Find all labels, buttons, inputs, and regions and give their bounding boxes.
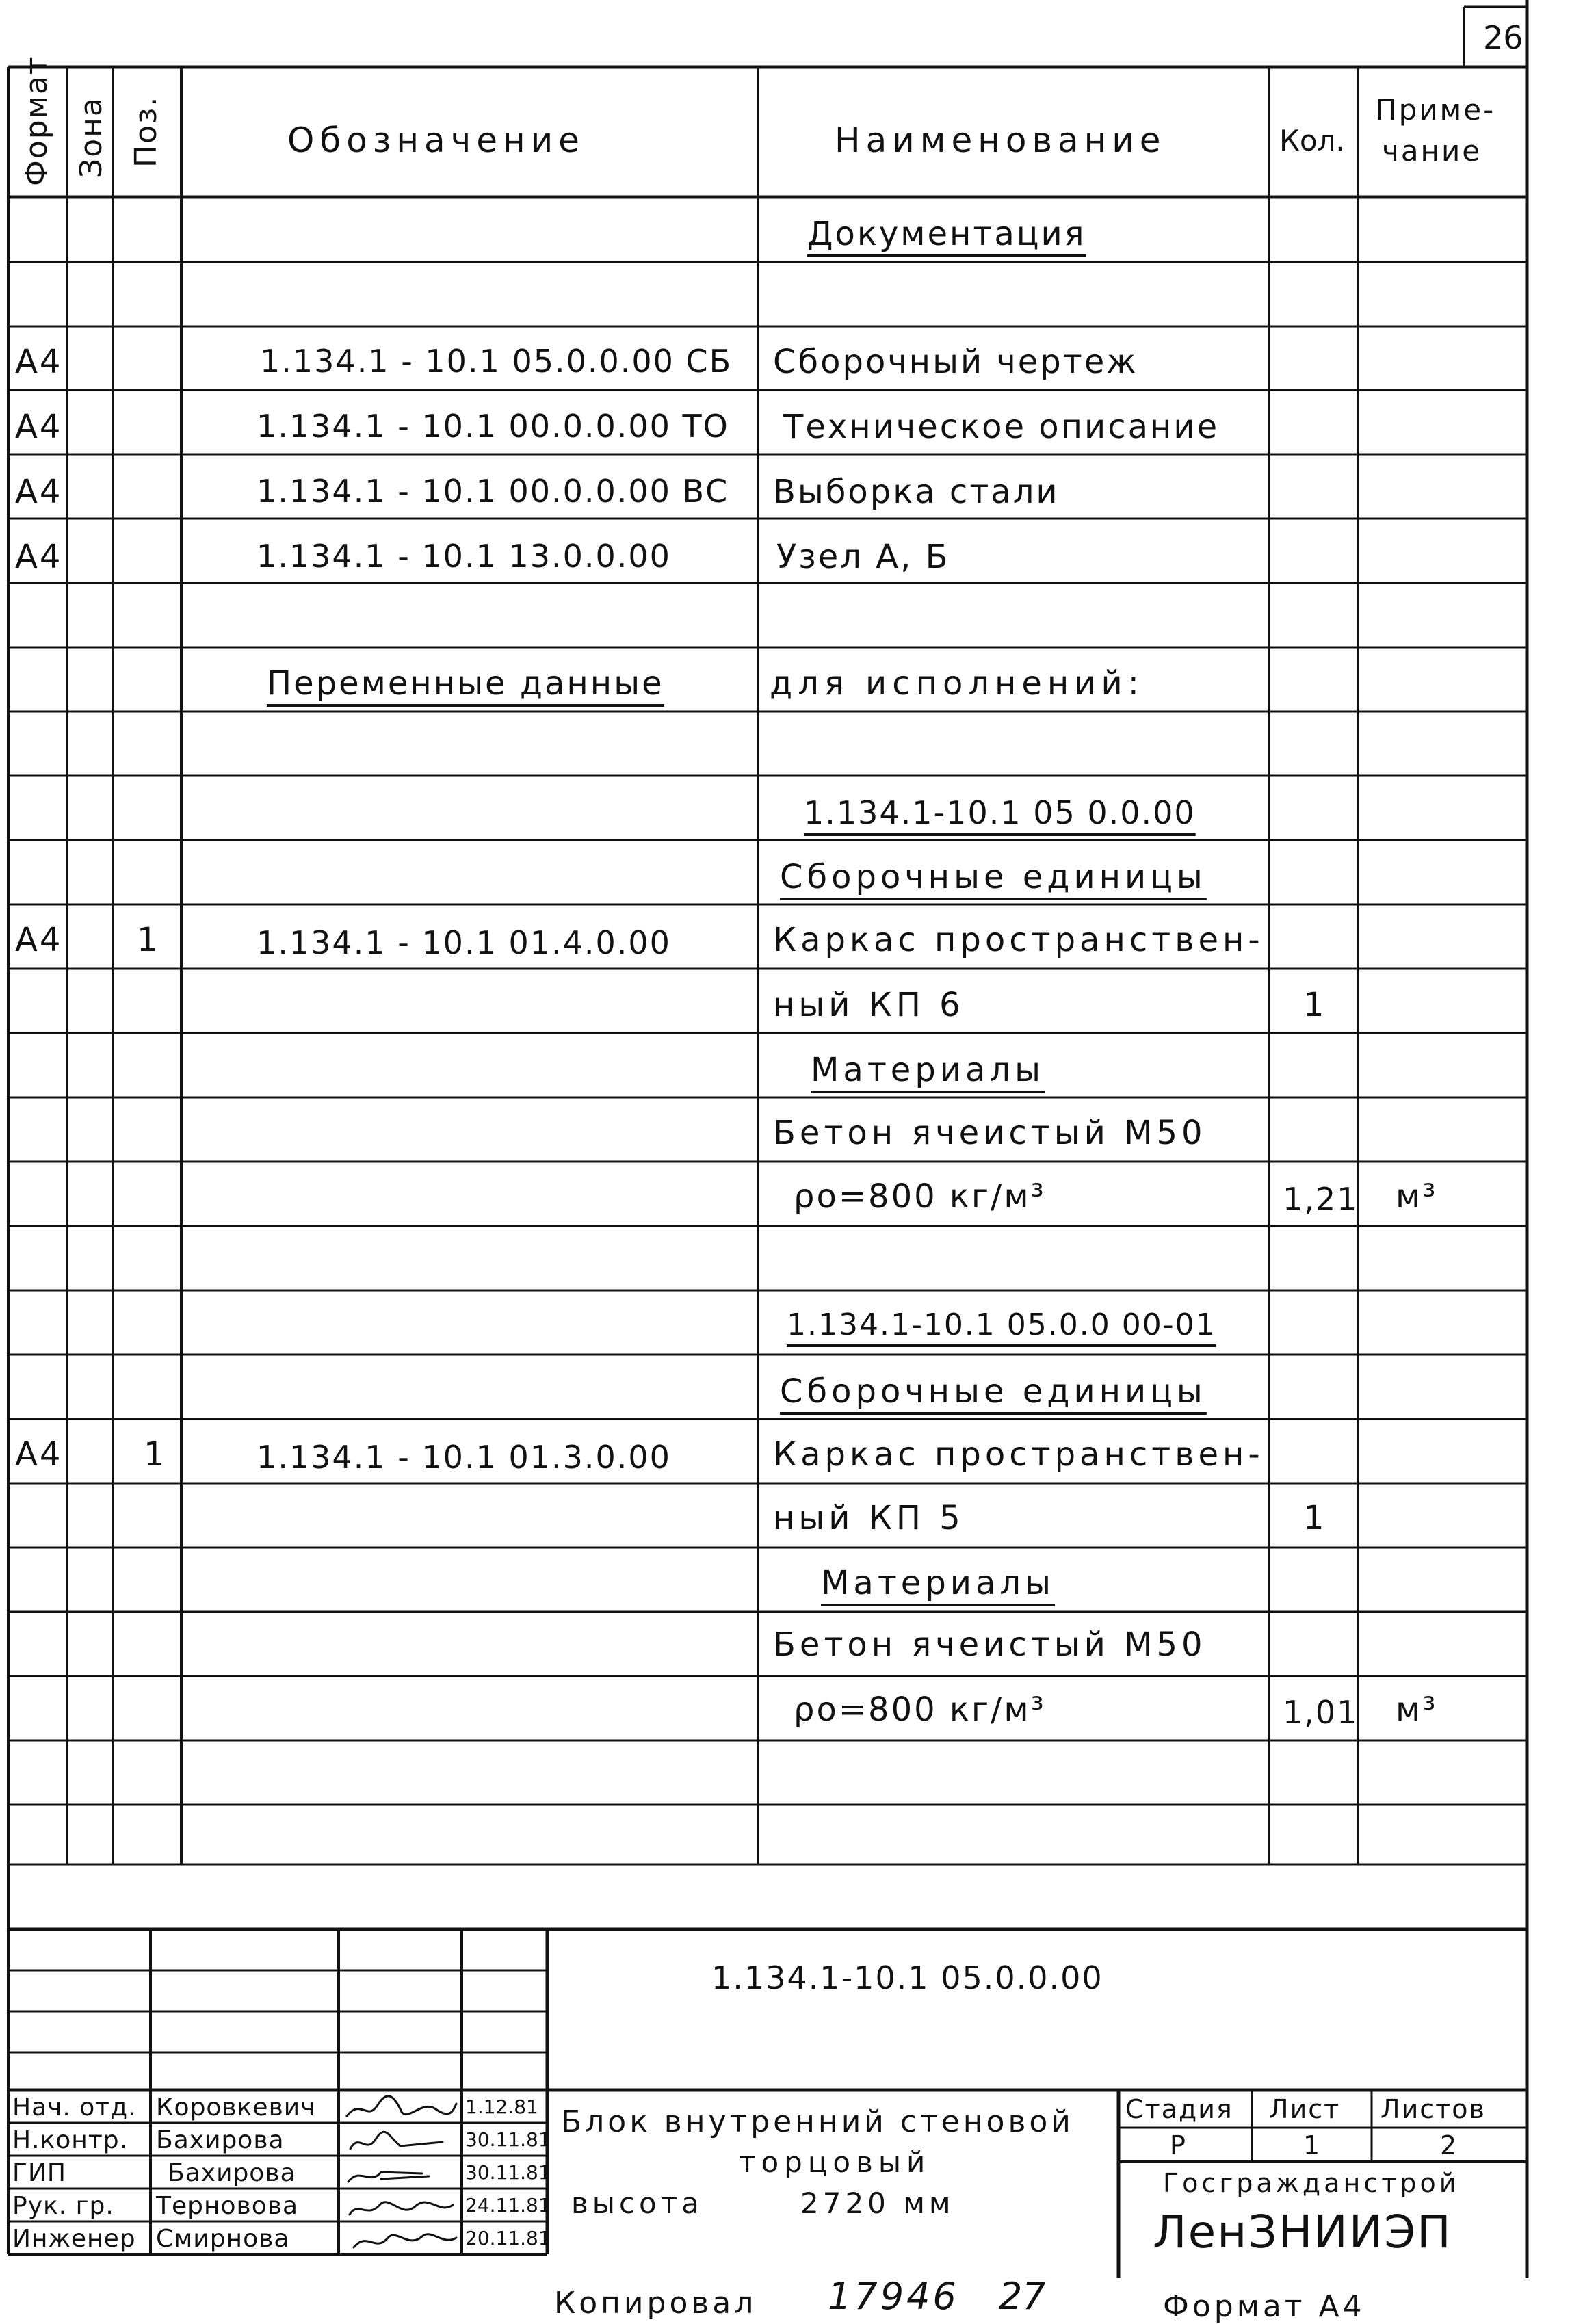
header-name: Наименование <box>835 120 1166 160</box>
staff-name: Коровкевич <box>156 2093 316 2121</box>
material-qty: 1,21 <box>1283 1181 1359 1218</box>
variable-data-right: для исполнений: <box>770 664 1144 703</box>
doc-format: А4 <box>15 343 63 381</box>
staff-role: ГИП <box>12 2159 66 2187</box>
doc-designation: 1.134.1 - 10.1 00.0.0.00 ВС <box>257 473 729 510</box>
doc-name: Выборка стали <box>773 473 1060 511</box>
variable-data-left: Переменные данные <box>267 664 664 703</box>
doc-name: Узел А, Б <box>776 538 950 576</box>
item-name-line-2: ный КП 5 <box>773 1499 965 1537</box>
title-line-3-label: высота <box>571 2186 703 2220</box>
staff-role: Рук. гр. <box>12 2192 114 2220</box>
title-line-2: торцовый <box>739 2145 931 2179</box>
material-density: ρо=800 кг/м³ <box>794 1177 1046 1216</box>
footer-copied-label: Копировал <box>554 2286 757 2321</box>
staff-date: 1.12.81 <box>465 2095 538 2118</box>
item-pos: 1 <box>137 921 160 959</box>
staff-role: Инженер <box>12 2225 136 2253</box>
stage-label: Стадия <box>1125 2094 1233 2124</box>
staff-name: Бахирова <box>156 2126 285 2154</box>
material-qty: 1,01 <box>1283 1694 1359 1731</box>
item-name-line-1: Каркас пространствен- <box>773 921 1264 959</box>
staff-date: 20.11.81 <box>465 2227 551 2249</box>
organization-name: Госгражданстрой <box>1163 2168 1460 2198</box>
staff-date: 30.11.81 <box>465 2128 551 2151</box>
item-designation: 1.134.1 - 10.1 01.3.0.00 <box>257 1439 671 1476</box>
header-pos: Поз. <box>129 95 163 168</box>
title-line-1: Блок внутренний стеновой <box>561 2104 1074 2139</box>
staff-name: Терновова <box>156 2192 299 2220</box>
item-format: А4 <box>15 921 63 959</box>
material-concrete: Бетон ячеистый М50 <box>773 1114 1207 1152</box>
section-documentation: Документация <box>807 215 1086 253</box>
stage-value: Р <box>1170 2130 1187 2160</box>
doc-format: А4 <box>15 538 63 576</box>
item-pos: 1 <box>144 1435 167 1474</box>
doc-format: А4 <box>15 408 63 446</box>
doc-format: А4 <box>15 473 63 511</box>
doc-designation: 1.134.1 - 10.1 13.0.0.00 <box>257 538 671 575</box>
variant-code: 1.134.1-10.1 05.0.0 00-01 <box>787 1307 1216 1342</box>
footer-format: Формат А4 <box>1163 2289 1365 2324</box>
header-qty: Кол. <box>1279 124 1345 157</box>
sheets-label: Листов <box>1381 2094 1486 2124</box>
item-qty: 1 <box>1303 1499 1326 1537</box>
assembly-units-heading: Сборочные единицы <box>780 858 1207 896</box>
institute-name: ЛенЗНИИЭП <box>1153 2206 1452 2258</box>
header-designation: Обозначение <box>287 120 585 160</box>
footer-number-2: 27 <box>999 2275 1046 2318</box>
doc-designation: 1.134.1 - 10.1 05.0.0.00 СБ <box>260 343 733 380</box>
header-note-1: Приме- <box>1375 93 1496 127</box>
footer-number-1: 17946 <box>828 2275 959 2318</box>
title-line-3-value: 2720 мм <box>800 2186 955 2220</box>
item-designation: 1.134.1 - 10.1 01.4.0.00 <box>257 924 671 961</box>
header-note-2: чание <box>1382 134 1482 168</box>
item-name-line-2: ный КП 6 <box>773 986 965 1024</box>
document-code: 1.134.1-10.1 05.0.0.00 <box>711 1959 1103 1996</box>
sheets-value: 2 <box>1440 2130 1458 2160</box>
staff-role: Н.контр. <box>12 2126 129 2154</box>
materials-heading: Материалы <box>811 1051 1045 1089</box>
staff-name: Смирнова <box>156 2225 290 2253</box>
doc-designation: 1.134.1 - 10.1 00.0.0.00 ТО <box>257 408 729 445</box>
staff-role: Нач. отд. <box>12 2093 137 2121</box>
sheet-value: 1 <box>1303 2130 1322 2160</box>
material-density: ρо=800 кг/м³ <box>794 1690 1046 1729</box>
doc-name: Техническое описание <box>783 408 1220 446</box>
doc-name: Сборочный чертеж <box>773 343 1138 381</box>
variant-code: 1.134.1-10.1 05 0.0.00 <box>804 794 1196 831</box>
staff-name: Бахирова <box>168 2159 296 2187</box>
header-zone: Зона <box>74 96 109 178</box>
item-qty: 1 <box>1303 986 1326 1024</box>
staff-date: 30.11.81 <box>465 2161 551 2184</box>
material-unit: м³ <box>1396 1177 1438 1216</box>
sheet-number: 26 <box>1483 19 1523 56</box>
item-format: А4 <box>15 1435 63 1474</box>
signatures <box>340 2091 460 2256</box>
staff-date: 24.11.81 <box>465 2194 551 2217</box>
material-concrete: Бетон ячеистый М50 <box>773 1626 1207 1664</box>
materials-heading: Материалы <box>821 1564 1055 1602</box>
header-format: Формат <box>19 55 54 186</box>
assembly-units-heading: Сборочные единицы <box>780 1372 1207 1411</box>
material-unit: м³ <box>1396 1690 1438 1729</box>
sheet-label: Лист <box>1269 2094 1341 2124</box>
item-name-line-1: Каркас пространствен- <box>773 1435 1264 1474</box>
